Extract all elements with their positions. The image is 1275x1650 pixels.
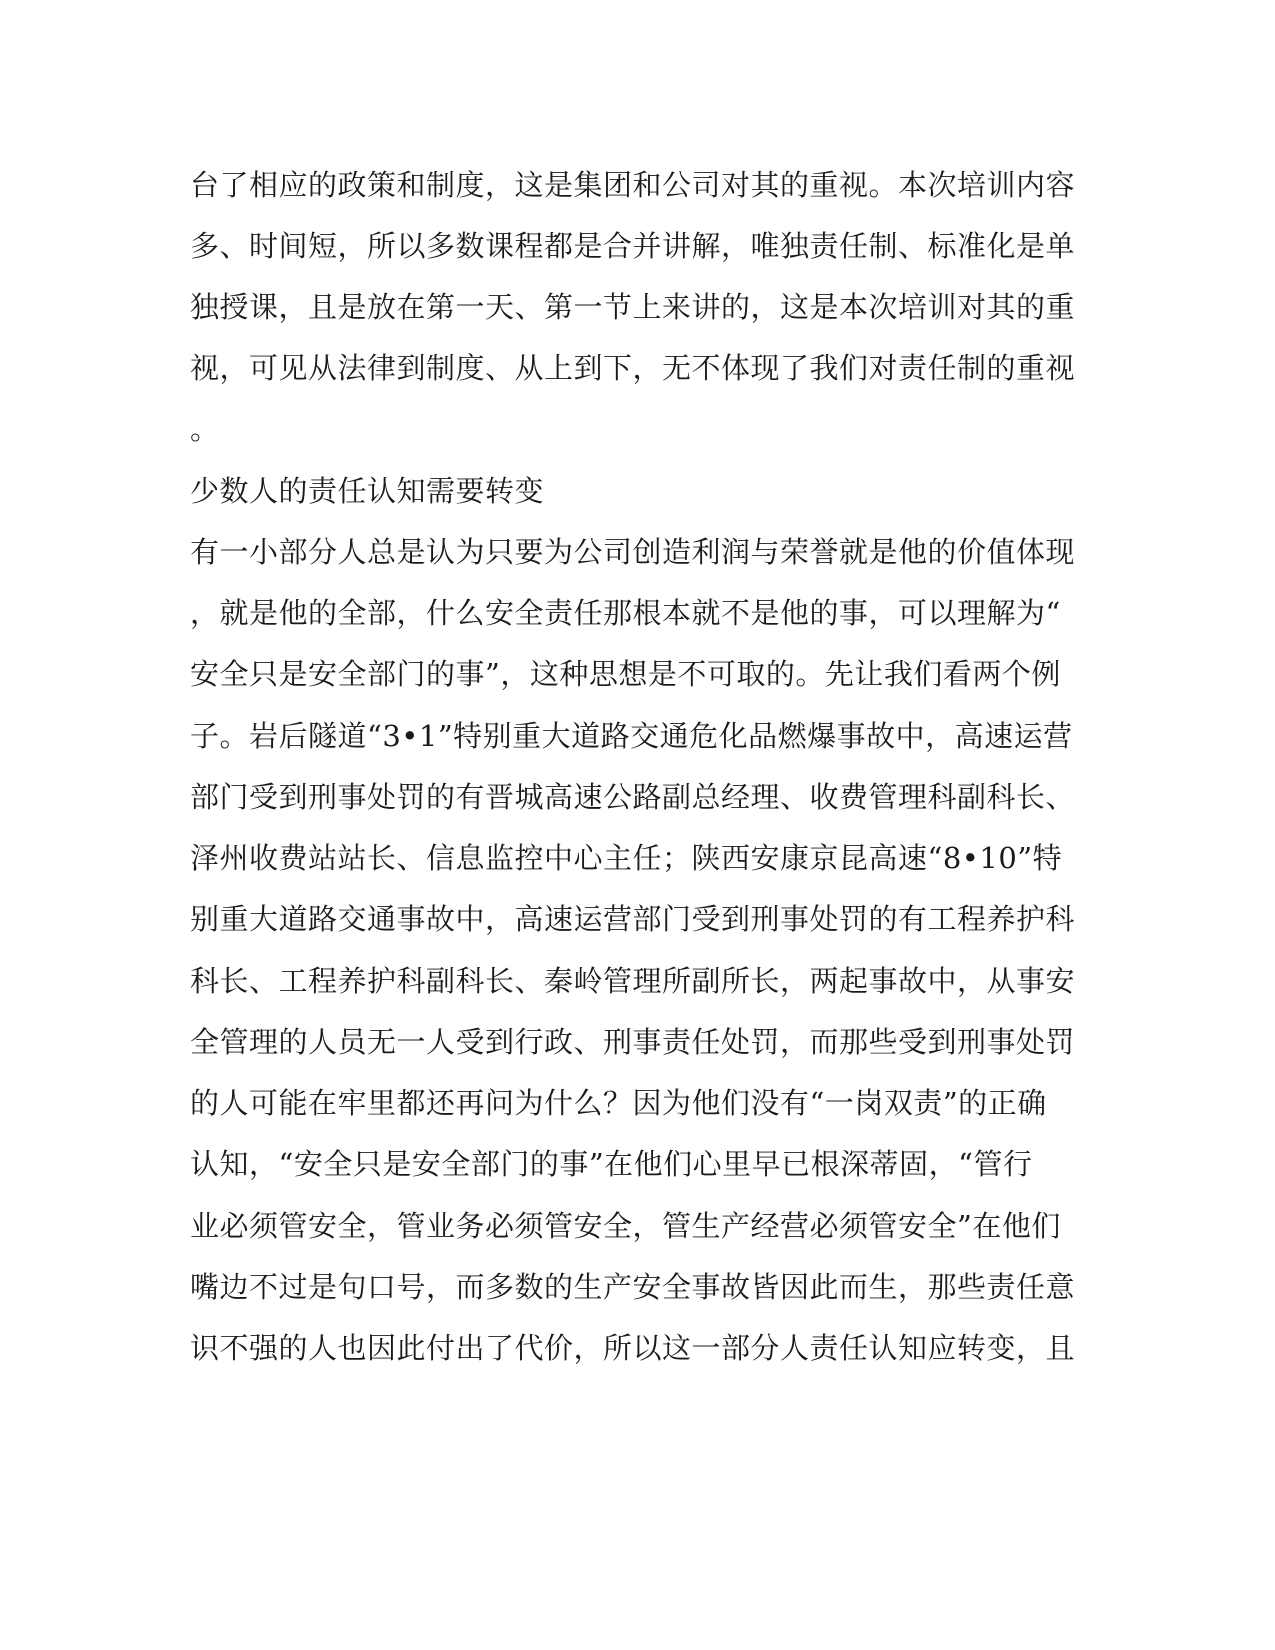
paragraph-line: 嘴边不过是句口号，而多数的生产安全事故皆因此而生，那些责任意 [190, 1270, 1076, 1304]
section-heading: 少数人的责任认知需要转变 [190, 474, 545, 508]
paragraph-line: 泽州收费站站长、信息监控中心主任；陕西安康京昆高速“8•10”特 [190, 841, 1063, 875]
paragraph-line: 部门受到刑事处罚的有晋城高速公路副总经理、收费管理科副科长、 [190, 780, 1076, 814]
paragraph-line: 全管理的人员无一人受到行政、刑事责任处罚，而那些受到刑事处罚 [190, 1025, 1076, 1059]
paragraph-line: 别重大道路交通事故中，高速运营部门受到刑事处罚的有工程养护科 [190, 902, 1076, 936]
paragraph-line: 业必须管安全，管业务必须管安全，管生产经营必须管安全”在他们 [190, 1209, 1061, 1243]
paragraph-line: ，就是他的全部，什么安全责任那根本就不是他的事，可以理解为“ [190, 596, 1061, 630]
paragraph-line: 多、时间短，所以多数课程都是合并讲解，唯独责任制、标准化是单 [190, 229, 1076, 263]
paragraph-line: 。 [190, 412, 220, 446]
paragraph-line: 独授课，且是放在第一天、第一节上来讲的，这是本次培训对其的重 [190, 290, 1076, 324]
paragraph-line: 有一小部分人总是认为只要为公司创造利润与荣誉就是他的价值体现 [190, 535, 1076, 569]
paragraph-line: 科长、工程养护科副科长、秦岭管理所副所长，两起事故中，从事安 [190, 964, 1076, 998]
paragraph-line: 子。岩后隧道“3•1”特别重大道路交通危化品燃爆事故中，高速运营 [190, 719, 1073, 753]
paragraph-line: 视，可见从法律到制度、从上到下，无不体现了我们对责任制的重视 [190, 351, 1076, 385]
paragraph-line: 的人可能在牢里都还再问为什么？因为他们没有“一岗双责”的正确 [190, 1086, 1047, 1120]
paragraph-line: 认知，“安全只是安全部门的事”在他们心里早已根深蒂固，“管行 [190, 1147, 1033, 1181]
paragraph-line: 识不强的人也因此付出了代价，所以这一部分人责任认知应转变，且 [190, 1331, 1076, 1365]
paragraph-line: 台了相应的政策和制度，这是集团和公司对其的重视。本次培训内容 [190, 168, 1076, 202]
paragraph-line: 安全只是安全部门的事”，这种思想是不可取的。先让我们看两个例 [190, 657, 1061, 691]
